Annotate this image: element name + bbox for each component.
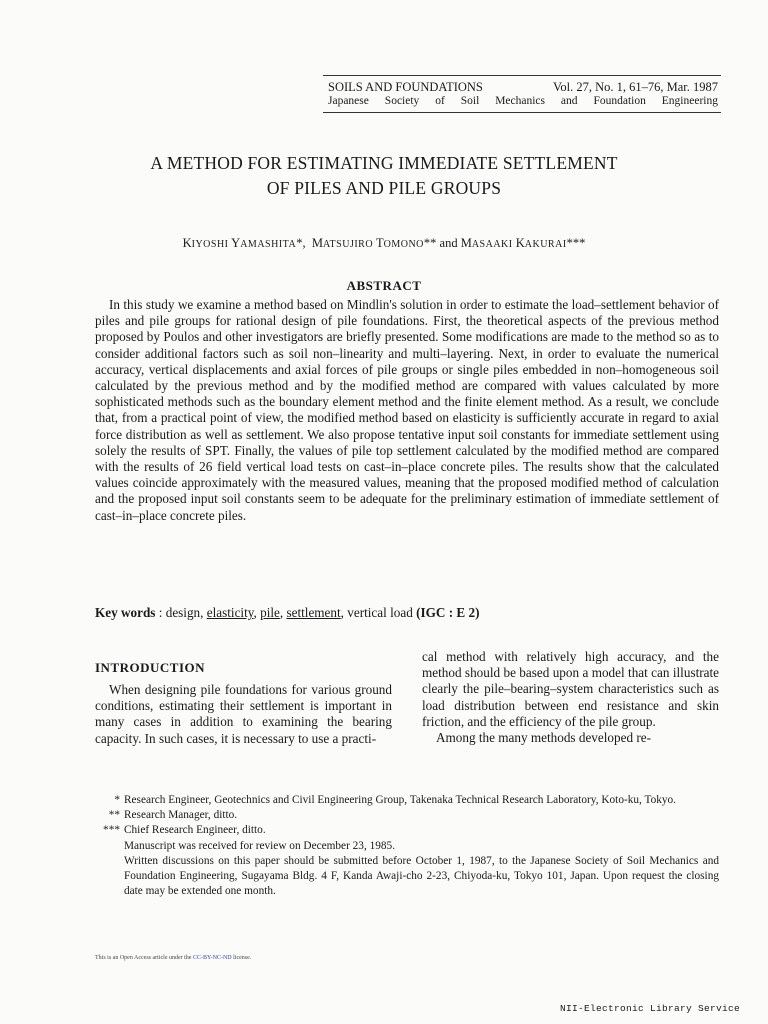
keywords-label: Key words <box>95 605 156 620</box>
keyword-pile: pile <box>260 605 280 620</box>
keywords-line: Key words : design, elasticity, pile, settlement, vertical load (IGC : E 2) <box>95 605 480 620</box>
introduction-heading: INTRODUCTION <box>95 660 206 675</box>
footnote-mark: *** <box>103 824 120 837</box>
footnote-item <box>95 854 719 900</box>
keywords-separator: : <box>155 605 166 620</box>
journal-society: Japanese Society of Soil Mechanics and Foundation Engineering <box>328 95 718 107</box>
introduction-left-column: When designing pile foundations for various ground conditions, estimating their settlement is important in many cases in addition to examining the bearing capacity. In such cases, it is necessary to use a practi- <box>95 682 392 746</box>
footnotes <box>95 793 719 899</box>
footnote-text: Written discussions on this paper should be submitted before October 1, 1987, to the Japanese Society of Soil Mechanics and Foundation Engineering, Sugayama Bldg. 4 F, Kanda Awaji-cho 2-23, Chiyoda-ku, Tokyo 101, Japan. Upon request the closing date may be extended one month. <box>124 854 719 898</box>
author-2: MATSUJIRO TOMONO** <box>311 236 437 250</box>
footnote-rule <box>95 785 719 786</box>
introduction-right-column <box>422 649 719 746</box>
header-rule-bottom <box>323 112 721 113</box>
footnote-mark: * <box>114 794 120 806</box>
keyword-settlement: settlement <box>286 605 341 620</box>
paper-title-line-1: A METHOD FOR ESTIMATING IMMEDIATE SETTLEMENT <box>150 153 618 173</box>
abstract-heading: ABSTRACT <box>346 278 422 293</box>
keyword-elasticity: elasticity <box>206 605 254 620</box>
igc-code: (IGC : E 2) <box>416 605 480 620</box>
author-conjunction: and <box>439 236 458 250</box>
footnote-item <box>95 839 719 854</box>
journal-volume: Vol. 27, No. 1, 61–76, Mar. 1987 <box>552 80 718 94</box>
footnote-mark <box>95 839 124 854</box>
header-rule-top <box>323 75 721 76</box>
author-3: MASAAKI KAKURAI*** <box>460 236 586 250</box>
keyword-design: design <box>165 605 201 620</box>
library-service-footer: NII-Electronic Library Service <box>560 1003 741 1014</box>
footnote-text: Research Engineer, Geotechnics and Civil Engineering Group, Takenaka Technical Research Laboratory, Koto-ku, Tokyo. <box>124 794 677 806</box>
footnote-text: Manuscript was received for review on December 23, 1985. <box>124 839 396 852</box>
author-1: KIYOSHI YAMASHITA*, <box>182 236 306 250</box>
footnote-mark: ** <box>108 809 120 822</box>
introduction-right-paragraph-2: Among the many methods developed re- <box>436 730 651 746</box>
footnote-mark <box>95 854 124 900</box>
journal-name: SOILS AND FOUNDATIONS <box>328 80 483 94</box>
footnote-item <box>95 793 719 808</box>
keyword-vertical-load: vertical load <box>347 605 413 620</box>
abstract-text: In this study we examine a method based on Mindlin's solution in order to estimate the load–settlement behavior of piles and pile groups for rational design of pile foundations. First, the theoretical aspects of the previous method proposed by Poulos and other investigators are briefly presented. Some modifications are made to the method so as to consider additional factors such as soil non–linearity and multi–layering. Next, in order to evaluate the numerical accuracy, vertical displacements and axial forces of pile groups or single piles embedded in non–homogeneous soil calculated by the previous method and by the modified method are compared with values calculated by more sophisticated methods such as the boundary element method and the finite element method. As a result, we conclude that, from a practical point of view, the modified method based on elasticity is sufficiently accurate in regard to axial force distribution as well as settlement. We also propose tentative input soil constants for immediate settlement using solely the results of SPT. Finally, the values of pile top settlement calculated by the modified method are compared with the results of 26 field vertical load tests on cast–in–place concrete piles. The results show that the calculated values coincide approximately with the measured values, meaning that the proposed modified method of calculation and the proposed input soil constants seem to be adequate for the preliminary estimation of immediate settlement of cast–in–place concrete piles. <box>95 297 719 523</box>
paper-title-line-2: OF PILES AND PILE GROUPS <box>266 178 502 198</box>
author-list <box>0 236 768 251</box>
abstract-body <box>95 297 719 524</box>
footnote-text: Research Manager, ditto. <box>124 809 238 822</box>
footnote-item <box>95 808 719 823</box>
license-link[interactable]: CC-BY-NC-ND <box>192 955 232 961</box>
journal-citation <box>328 80 718 95</box>
footnote-text: Chief Research Engineer, ditto. <box>124 824 266 837</box>
footnote-item <box>95 823 719 838</box>
license-note: This is an Open Access article under the CC-BY-NC-ND license. <box>95 955 252 961</box>
introduction-right-paragraph-1: cal method with relatively high accuracy, and the method should be based upon a model that can illustrate clearly the pile–bearing–system characteristics such as load distribution between end resistance and skin friction, and the efficiency of the pile group. <box>422 649 719 729</box>
